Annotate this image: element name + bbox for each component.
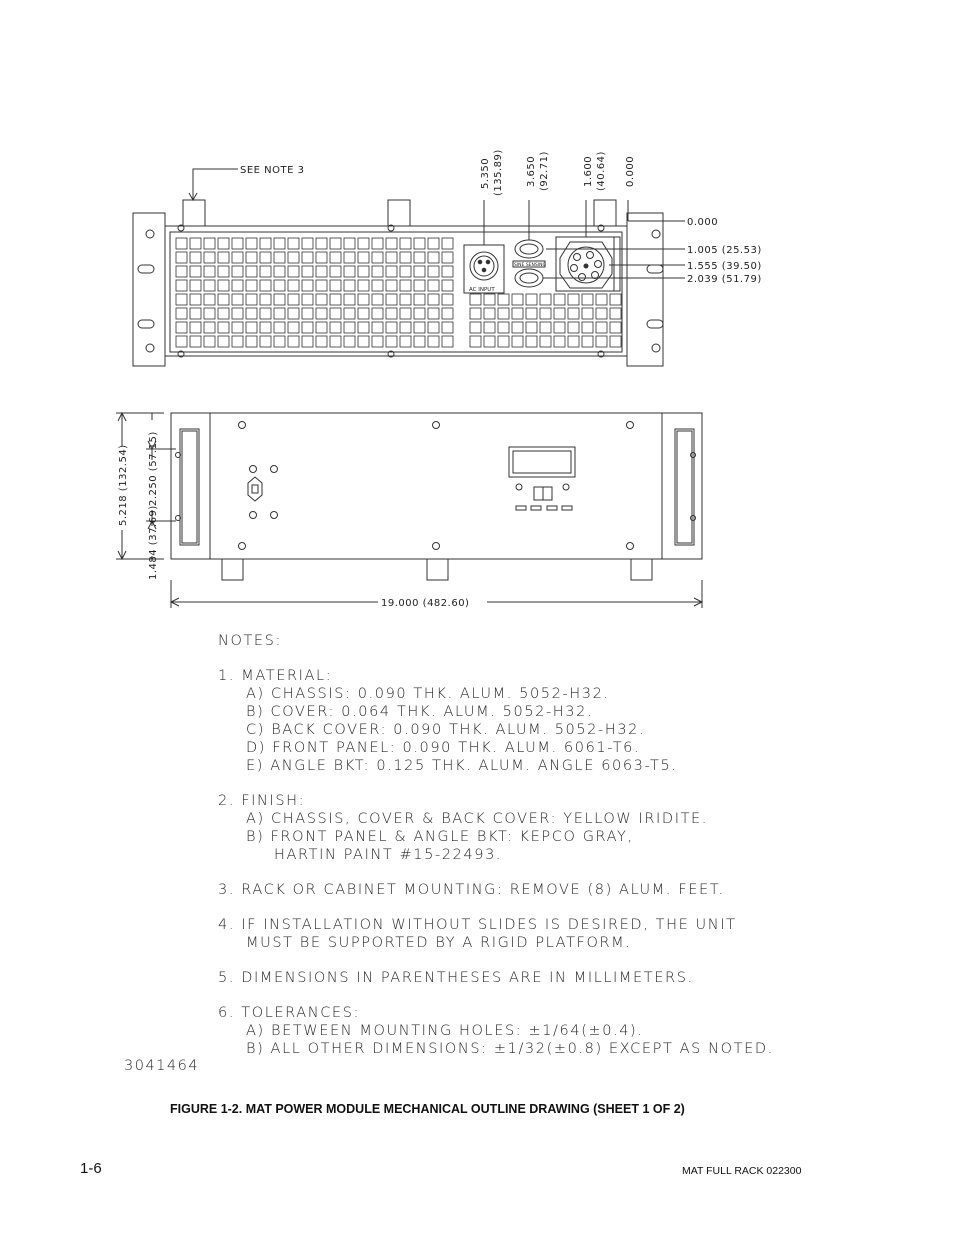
vent-slot <box>400 336 411 347</box>
vent-slot <box>428 280 439 291</box>
note-1c: C) BACK COVER: 0.090 THK. ALUM. 5052-H32. <box>246 722 646 738</box>
vent-slot <box>512 308 523 319</box>
vent-slot <box>316 238 327 249</box>
vent-slot <box>400 238 411 249</box>
vent-slot <box>232 336 243 347</box>
vent-slot <box>190 280 201 291</box>
vent-slot <box>428 294 439 305</box>
vent-slot <box>274 238 285 249</box>
vent-slot <box>344 238 355 249</box>
vent-slot <box>400 252 411 263</box>
vent-slot <box>218 266 229 277</box>
vent-slot <box>288 322 299 333</box>
note-6b: B) ALL OTHER DIMENSIONS: ±1/32(±0.8) EXCEPT AS NOTED. <box>246 1041 774 1057</box>
vent-slot <box>484 294 495 305</box>
vent-slot <box>288 308 299 319</box>
vent-slot <box>554 308 565 319</box>
side-dim-1: 0.000 <box>687 217 719 228</box>
vent-slot <box>428 336 439 347</box>
vent-slot <box>386 294 397 305</box>
vent-slot <box>372 252 383 263</box>
vent-slot <box>386 252 397 263</box>
vent-slot <box>274 322 285 333</box>
vent-slot <box>400 322 411 333</box>
vent-slot <box>610 294 621 305</box>
vent-slot <box>218 308 229 319</box>
vent-slot <box>414 294 425 305</box>
vent-slot <box>274 336 285 347</box>
vent-slot <box>218 252 229 263</box>
note-6a: A) BETWEEN MOUNTING HOLES: ±1/64(±0.4). <box>246 1023 644 1039</box>
note-5-title: 5. DIMENSIONS IN PARENTHESES ARE IN MILLIMETERS. <box>218 970 694 986</box>
vent-slot <box>246 252 257 263</box>
vent-slot <box>302 238 313 249</box>
note-1d: D) FRONT PANEL: 0.090 THK. ALUM. 6061-T6. <box>246 740 641 756</box>
vent-slot <box>316 308 327 319</box>
vent-slot <box>526 336 537 347</box>
vent-slot <box>568 322 579 333</box>
height-dim-2: 2.250 (57.15) <box>148 431 159 506</box>
vent-slot <box>260 280 271 291</box>
vent-slot <box>596 336 607 347</box>
vent-slot <box>204 294 215 305</box>
vent-slot <box>428 252 439 263</box>
vent-slot <box>344 266 355 277</box>
vent-slot <box>512 322 523 333</box>
vent-slot <box>526 322 537 333</box>
vent-slot <box>218 294 229 305</box>
vent-slot <box>442 252 453 263</box>
vent-slot <box>358 336 369 347</box>
vent-slot <box>358 308 369 319</box>
vent-slot <box>288 266 299 277</box>
drawing-number: 3041464 <box>124 1058 200 1074</box>
front-view <box>116 413 702 608</box>
vent-slot <box>512 294 523 305</box>
vent-slot <box>218 238 229 249</box>
vent-slot <box>232 322 243 333</box>
vent-slot <box>204 322 215 333</box>
notes-heading: NOTES: <box>218 633 282 649</box>
vent-slot <box>190 238 201 249</box>
side-dim-4: 2.039 (51.79) <box>687 274 762 285</box>
vent-slot <box>344 322 355 333</box>
vent-slot <box>274 252 285 263</box>
vent-slot <box>302 322 313 333</box>
vent-slot <box>302 336 313 347</box>
vent-slot <box>176 280 187 291</box>
vent-slot <box>498 322 509 333</box>
vent-slot <box>526 308 537 319</box>
vent-slot <box>344 294 355 305</box>
vent-slot <box>610 336 621 347</box>
top-dim-2-mm: (92.71) <box>539 151 550 191</box>
vent-slot <box>260 252 271 263</box>
vent-slot <box>372 322 383 333</box>
vent-slot <box>414 266 425 277</box>
vent-slot <box>554 336 565 347</box>
vent-slot <box>344 252 355 263</box>
vent-slot <box>302 280 313 291</box>
vent-slot <box>246 294 257 305</box>
vent-slot <box>442 280 453 291</box>
top-dim-1-mm: (135.89) <box>493 149 504 196</box>
page-number: 1-6 <box>80 1160 102 1177</box>
vent-slot <box>316 280 327 291</box>
vent-slot <box>246 322 257 333</box>
vent-slot <box>232 294 243 305</box>
vent-slot <box>540 294 551 305</box>
vent-slot <box>428 322 439 333</box>
vent-slot <box>428 238 439 249</box>
vent-slot <box>414 238 425 249</box>
vent-slot <box>330 294 341 305</box>
vent-slot <box>428 266 439 277</box>
note-1a: A) CHASSIS: 0.090 THK. ALUM. 5052-H32. <box>246 686 610 702</box>
vent-slot <box>442 308 453 319</box>
vent-grid <box>176 238 621 347</box>
vent-slot <box>582 294 593 305</box>
vent-slot <box>316 294 327 305</box>
vent-slot <box>442 322 453 333</box>
figure-caption: FIGURE 1-2. MAT POWER MODULE MECHANICAL OUTLINE DRAWING (SHEET 1 OF 2) <box>170 1102 685 1116</box>
width-dim: 19.000 (482.60) <box>381 598 470 609</box>
vent-slot <box>386 280 397 291</box>
vent-slot <box>470 294 481 305</box>
vent-slot <box>316 336 327 347</box>
vent-slot <box>386 336 397 347</box>
vent-slot <box>288 294 299 305</box>
vent-slot <box>358 280 369 291</box>
ac-input-label: AC INPUT <box>469 287 495 293</box>
height-dim-overall: 5.218 (132.54) <box>118 444 129 526</box>
vent-slot <box>260 294 271 305</box>
vent-slot <box>232 280 243 291</box>
notes-block <box>218 632 818 1058</box>
vent-slot <box>610 322 621 333</box>
note-6-title: 6. TOLERANCES: <box>218 1005 360 1021</box>
vent-slot <box>330 238 341 249</box>
vent-slot <box>330 308 341 319</box>
vent-slot <box>358 238 369 249</box>
vent-slot <box>484 322 495 333</box>
vent-slot <box>568 336 579 347</box>
vent-slot <box>204 336 215 347</box>
note-1-title: 1. MATERIAL: <box>218 668 333 684</box>
vent-slot <box>176 294 187 305</box>
vent-slot <box>386 322 397 333</box>
vent-slot <box>414 252 425 263</box>
note-1b: B) COVER: 0.064 THK. ALUM. 5052-H32. <box>246 704 594 720</box>
vent-slot <box>302 308 313 319</box>
vent-slot <box>386 308 397 319</box>
vent-slot <box>344 280 355 291</box>
vent-slot <box>540 308 551 319</box>
vent-slot <box>288 252 299 263</box>
vent-slot <box>274 294 285 305</box>
vent-slot <box>316 252 327 263</box>
vent-slot <box>316 322 327 333</box>
vent-slot <box>400 266 411 277</box>
vent-slot <box>498 308 509 319</box>
vent-slot <box>204 252 215 263</box>
see-note-callout: SEE NOTE 3 <box>240 165 305 176</box>
vent-slot <box>358 266 369 277</box>
vent-slot <box>232 308 243 319</box>
vent-slot <box>176 238 187 249</box>
vent-slot <box>400 280 411 291</box>
vent-slot <box>470 336 481 347</box>
vent-slot <box>176 252 187 263</box>
note-1e: E) ANGLE BKT: 0.125 THK. ALUM. ANGLE 6063-T5. <box>246 758 678 774</box>
vent-slot <box>274 308 285 319</box>
vent-slot <box>442 266 453 277</box>
vent-slot <box>414 336 425 347</box>
note-3-title: 3. RACK OR CABINET MOUNTING: REMOVE (8) ALUM. FEET. <box>218 882 725 898</box>
vent-slot <box>540 336 551 347</box>
vent-slot <box>470 308 481 319</box>
vent-slot <box>232 266 243 277</box>
vent-slot <box>330 252 341 263</box>
vent-slot <box>190 308 201 319</box>
vent-slot <box>288 336 299 347</box>
note-4-cont: MUST BE SUPPORTED BY A RIGID PLATFORM. <box>246 935 632 951</box>
vent-slot <box>246 280 257 291</box>
vent-slot <box>260 308 271 319</box>
vent-slot <box>190 252 201 263</box>
vent-slot <box>274 266 285 277</box>
vent-slot <box>554 294 565 305</box>
vent-slot <box>204 280 215 291</box>
vent-slot <box>568 294 579 305</box>
vent-slot <box>302 294 313 305</box>
vent-slot <box>218 336 229 347</box>
sense-label: SINE SENSING <box>514 263 546 268</box>
vent-slot <box>610 308 621 319</box>
vent-slot <box>190 322 201 333</box>
vent-slot <box>540 322 551 333</box>
vent-slot <box>484 336 495 347</box>
vent-slot <box>232 238 243 249</box>
vent-slot <box>442 336 453 347</box>
vent-slot <box>568 308 579 319</box>
vent-slot <box>330 280 341 291</box>
note-2b: B) FRONT PANEL & ANGLE BKT: KEPCO GRAY, <box>246 829 634 845</box>
vent-slot <box>386 266 397 277</box>
vent-slot <box>232 252 243 263</box>
vent-slot <box>498 336 509 347</box>
vent-slot <box>344 308 355 319</box>
vent-slot <box>302 252 313 263</box>
vent-slot <box>414 322 425 333</box>
vent-slot <box>470 322 481 333</box>
vent-slot <box>288 280 299 291</box>
vent-slot <box>260 266 271 277</box>
vent-slot <box>330 336 341 347</box>
vent-slot <box>176 336 187 347</box>
vent-slot <box>204 266 215 277</box>
vent-slot <box>582 322 593 333</box>
vent-slot <box>190 294 201 305</box>
vent-slot <box>288 238 299 249</box>
vent-slot <box>442 238 453 249</box>
note-2b-cont: HARTIN PAINT #15-22493. <box>274 847 503 863</box>
vent-slot <box>372 308 383 319</box>
vent-slot <box>372 336 383 347</box>
vent-slot <box>484 308 495 319</box>
vent-slot <box>260 238 271 249</box>
vent-slot <box>330 322 341 333</box>
vent-slot <box>582 336 593 347</box>
note-4-title: 4. IF INSTALLATION WITHOUT SLIDES IS DESIRED, THE UNIT <box>218 917 737 933</box>
vent-slot <box>400 308 411 319</box>
vent-slot <box>344 336 355 347</box>
vent-slot <box>414 308 425 319</box>
vent-slot <box>246 336 257 347</box>
vent-slot <box>372 238 383 249</box>
vent-slot <box>302 266 313 277</box>
vent-slot <box>498 294 509 305</box>
side-dim-3: 1.555 (39.50) <box>687 261 762 272</box>
vent-slot <box>372 280 383 291</box>
vent-slot <box>372 294 383 305</box>
vent-slot <box>512 336 523 347</box>
document-id: MAT FULL RACK 022300 <box>682 1165 802 1177</box>
vent-slot <box>218 280 229 291</box>
vent-slot <box>386 238 397 249</box>
vent-slot <box>582 308 593 319</box>
vent-slot <box>372 266 383 277</box>
vent-slot <box>176 322 187 333</box>
vent-slot <box>596 294 607 305</box>
vent-slot <box>190 266 201 277</box>
vent-slot <box>596 308 607 319</box>
vent-slot <box>274 280 285 291</box>
vent-slot <box>554 322 565 333</box>
rear-view <box>133 169 685 366</box>
note-2-title: 2. FINISH: <box>218 793 306 809</box>
vent-slot <box>526 294 537 305</box>
vent-slot <box>176 266 187 277</box>
vent-slot <box>400 294 411 305</box>
side-dim-2: 1.005 (25.53) <box>687 245 762 256</box>
vent-slot <box>442 294 453 305</box>
vent-slot <box>246 308 257 319</box>
top-dim-4: 0.000 <box>625 155 636 187</box>
vent-slot <box>176 308 187 319</box>
vent-slot <box>260 336 271 347</box>
height-dim-3: 1.484 (37.69) <box>148 505 159 580</box>
vent-slot <box>316 266 327 277</box>
vent-slot <box>428 308 439 319</box>
note-2a: A) CHASSIS, COVER & BACK COVER: YELLOW IRIDITE. <box>246 811 709 827</box>
vent-slot <box>218 322 229 333</box>
vent-slot <box>358 252 369 263</box>
vent-slot <box>596 322 607 333</box>
vent-slot <box>246 238 257 249</box>
vent-slot <box>330 266 341 277</box>
vent-slot <box>358 322 369 333</box>
vent-slot <box>260 322 271 333</box>
vent-slot <box>358 294 369 305</box>
top-dim-3-mm: (40.64) <box>596 151 607 191</box>
vent-slot <box>414 280 425 291</box>
vent-slot <box>204 238 215 249</box>
top-dim-2: 3.650 <box>526 155 537 187</box>
top-dim-1: 5.350 <box>480 157 491 189</box>
vent-slot <box>246 266 257 277</box>
top-dim-3: 1.600 <box>583 155 594 187</box>
vent-slot <box>190 336 201 347</box>
vent-slot <box>204 308 215 319</box>
